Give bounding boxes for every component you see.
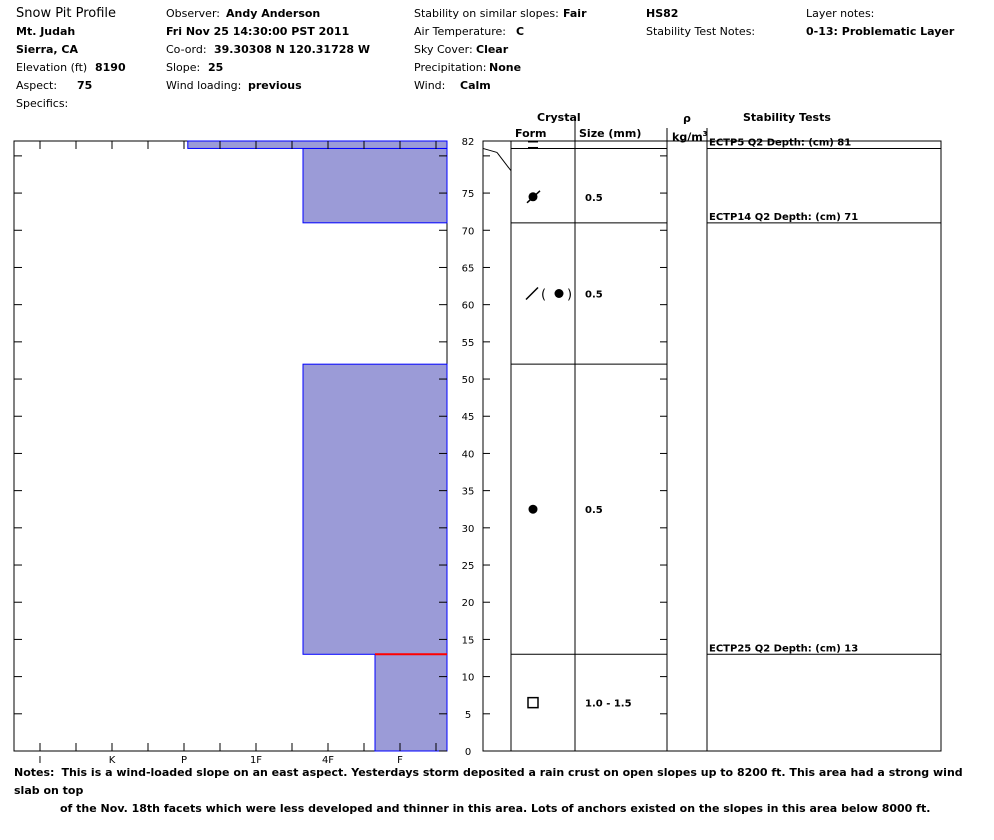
wind-loading-label: Wind loading: bbox=[166, 79, 242, 92]
hardness-tick-label: K bbox=[108, 755, 116, 766]
crystal-size-value: 0.5 bbox=[585, 192, 603, 204]
depth-tick-label: 5 bbox=[464, 709, 472, 721]
stability-tests-header: Stability Tests bbox=[743, 111, 831, 124]
crystal-size-value: 0.5 bbox=[585, 289, 603, 301]
depth-tick-label: 30 bbox=[461, 523, 475, 535]
aspect-value: 75 bbox=[77, 79, 93, 92]
stability-notes-label: Stability Test Notes: bbox=[646, 25, 756, 38]
sky-value: Clear bbox=[476, 43, 509, 56]
depth-tick-label: 82 bbox=[461, 137, 475, 148]
precip-value: None bbox=[489, 61, 522, 74]
notes-label: Notes: bbox=[14, 766, 55, 779]
depth-tick-label: 20 bbox=[461, 598, 475, 610]
notes-line-2: of the Nov. 18th facets which were less developed and thinner in this area. Lots of anchors existed on the slopes in this area below 8000 ft. bbox=[60, 802, 931, 815]
hardness-layer-bar bbox=[375, 654, 447, 751]
location: Mt. Judah bbox=[16, 25, 76, 38]
layer-connector bbox=[497, 152, 511, 170]
specifics-label: Specifics: bbox=[16, 97, 69, 110]
stability-label: Stability on similar slopes: bbox=[414, 7, 559, 20]
mixed-form-symbol: ) bbox=[567, 287, 573, 303]
page-title: Snow Pit Profile bbox=[16, 6, 117, 21]
hardness-layer-bar bbox=[303, 148, 447, 222]
region: Sierra, CA bbox=[16, 43, 79, 56]
observation-datetime: Fri Nov 25 14:30:00 PST 2011 bbox=[166, 25, 350, 38]
precip-label: Precipitation: bbox=[414, 61, 487, 74]
mixed-form-symbol bbox=[526, 288, 538, 300]
stability-tests-frame bbox=[707, 141, 941, 751]
hardness-tick-label: P bbox=[180, 755, 188, 766]
depth-tick-label: 55 bbox=[461, 337, 475, 349]
depth-tick-label: 35 bbox=[461, 486, 475, 498]
crystal-header: Crystal bbox=[537, 111, 581, 124]
coord-value: 39.30308 N 120.31728 W bbox=[214, 43, 370, 56]
depth-tick-label: 60 bbox=[461, 300, 475, 312]
air-temp-value: C bbox=[516, 25, 525, 38]
elevation-value: 8190 bbox=[95, 61, 126, 74]
notes-line-1: This is a wind-loaded slope on an east aspect. Yesterdays storm deposited a rain crust on open slopes up to 8200 ft. This area had a strong wind slab on top bbox=[14, 766, 963, 797]
stability-test-label: ECTP25 Q2 Depth: (cm) 13 bbox=[709, 643, 859, 655]
hardness-tick-label: 1F bbox=[249, 755, 263, 766]
depth-tick-label: 70 bbox=[461, 226, 475, 238]
mixed-form-symbol bbox=[555, 289, 564, 298]
observer-label: Observer: bbox=[166, 7, 220, 20]
depth-tick-label: 0 bbox=[464, 747, 472, 758]
air-temp-label: Air Temperature: bbox=[414, 25, 506, 38]
layer-connector bbox=[483, 148, 497, 152]
aspect-label: Aspect: bbox=[16, 79, 58, 92]
notes bbox=[14, 764, 974, 818]
crystal-size-value: 1.0 - 1.5 bbox=[585, 698, 632, 710]
hs-value: HS82 bbox=[646, 7, 679, 20]
hardness-tick-label: I bbox=[38, 755, 42, 766]
hardness-tick-label: 4F bbox=[321, 755, 335, 766]
depth-tick-label: 65 bbox=[461, 263, 475, 275]
crystal-table-frame bbox=[483, 141, 707, 751]
stability-value: Fair bbox=[563, 7, 587, 20]
wind-value: Calm bbox=[460, 79, 491, 92]
observer-value: Andy Anderson bbox=[226, 7, 321, 20]
form-header: Form bbox=[515, 127, 547, 140]
hardness-tick-label: F bbox=[397, 755, 403, 766]
depth-tick-label: 25 bbox=[461, 561, 475, 573]
coord-label: Co-ord: bbox=[166, 43, 207, 56]
hardness-layer-bar bbox=[188, 141, 447, 148]
depth-tick-label: 50 bbox=[461, 375, 475, 387]
stability-test-label: ECTP5 Q2 Depth: (cm) 81 bbox=[709, 137, 852, 149]
faceted-grain-symbol bbox=[528, 698, 538, 708]
depth-tick-label: 75 bbox=[461, 189, 475, 201]
hardness-layer-bar bbox=[303, 364, 447, 654]
slope-value: 25 bbox=[208, 61, 224, 74]
crystal-size-value: 0.5 bbox=[585, 505, 603, 517]
depth-tick-label: 10 bbox=[461, 672, 475, 684]
layer-notes-label: Layer notes: bbox=[806, 7, 875, 20]
wind-loading-value: previous bbox=[248, 79, 302, 92]
rho-header: ρ bbox=[683, 112, 691, 125]
elevation-label: Elevation (ft) bbox=[16, 61, 88, 74]
mixed-form-symbol: ( bbox=[541, 287, 547, 303]
size-header: Size (mm) bbox=[579, 127, 642, 140]
slope-label: Slope: bbox=[166, 61, 201, 74]
depth-tick-label: 45 bbox=[461, 412, 475, 424]
sky-label: Sky Cover: bbox=[414, 43, 473, 56]
density-unit-header: $kg/m^3$ bbox=[672, 130, 708, 144]
layer-note: 0-13: Problematic Layer bbox=[806, 25, 955, 38]
stability-test-label: ECTP14 Q2 Depth: (cm) 71 bbox=[709, 211, 859, 223]
depth-tick-label: 40 bbox=[461, 449, 475, 461]
rounded-grain-symbol bbox=[529, 505, 538, 514]
depth-tick-label: 15 bbox=[461, 635, 475, 647]
wind-label: Wind: bbox=[414, 79, 446, 92]
